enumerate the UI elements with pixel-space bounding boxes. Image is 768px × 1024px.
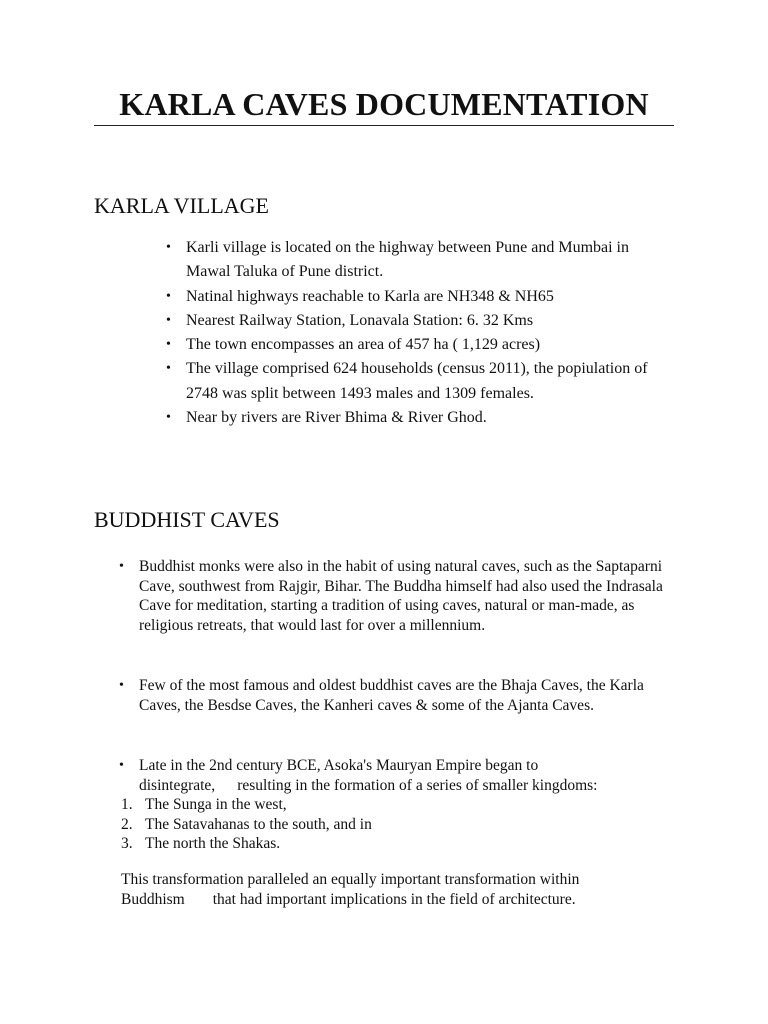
list-item-text: The north the Shakas. (145, 835, 281, 852)
closing-line-2-end: that had important implications in the field of architecture. (212, 890, 576, 908)
mauryan-line-1: Late in the 2nd century BCE, Asoka's Mauryan Empire began to (139, 757, 539, 774)
mauryan-line-2 (139, 776, 679, 796)
section-heading-karla-village: KARLA VILLAGE (94, 193, 269, 218)
title-underline (94, 125, 674, 126)
section-heading-buddhist-caves: BUDDHIST CAVES (94, 507, 280, 532)
caves-bullet-list (139, 756, 679, 795)
page-title: KARLA CAVES DOCUMENTATION (119, 86, 649, 122)
list-item-text: The Sunga in the west, (145, 796, 287, 813)
list-item: • Near by rivers are River Bhima & River Ghod. (186, 406, 656, 430)
mauryan-line-2-end: resulting in the formation of a series of smaller kingdoms: (237, 776, 598, 794)
list-item (121, 795, 565, 815)
list-item: • Natinal highways reachable to Karla are NH348 & NH65 (186, 285, 656, 309)
list-number: 2. (121, 815, 133, 833)
list-item-text: The Satavahanas to the south, and in (145, 815, 372, 833)
village-bullet-list (186, 236, 656, 430)
caves-bullet-list (139, 676, 659, 715)
list-item: • The town encompasses an area of 457 ha ( 1,129 acres) (186, 333, 656, 357)
list-number: 1. (121, 796, 133, 813)
list-item: • The village comprised 624 households (census 2011), the popiulation of 2748 was split between 1493 males and 1309 females. (186, 357, 656, 406)
list-item (139, 756, 679, 795)
list-number: 3. (121, 835, 133, 852)
kingdoms-numbered-list (121, 795, 565, 854)
closing-line-2-start: Buddhism (121, 890, 185, 908)
list-item: • Buddhist monks were also in the habit of using natural caves, such as the Saptaparni Cave, southwest from Rajgir, Bihar. The Buddha himself had also used the Indrasala Cave for meditation, starting a tradition of using caves, natural or man-made, as religious retreats, that would last for over a millennium. (139, 557, 679, 635)
closing-paragraph (121, 870, 681, 909)
list-item: • Nearest Railway Station, Lonavala Station: 6. 32 Kms (186, 309, 656, 333)
list-item (121, 815, 565, 835)
closing-line-1: This transformation paralleled an equally important transformation within (121, 871, 580, 888)
caves-bullet-list (139, 557, 679, 635)
list-item (121, 834, 565, 854)
list-item: • Few of the most famous and oldest buddhist caves are the Bhaja Caves, the Karla Caves, the Besdse Caves, the Kanheri caves & some of the Ajanta Caves. (139, 676, 659, 715)
list-item: • Karli village is located on the highway between Pune and Mumbai in Mawal Taluka of Pune district. (186, 236, 656, 285)
mauryan-line-2-start: disintegrate, (139, 776, 216, 794)
